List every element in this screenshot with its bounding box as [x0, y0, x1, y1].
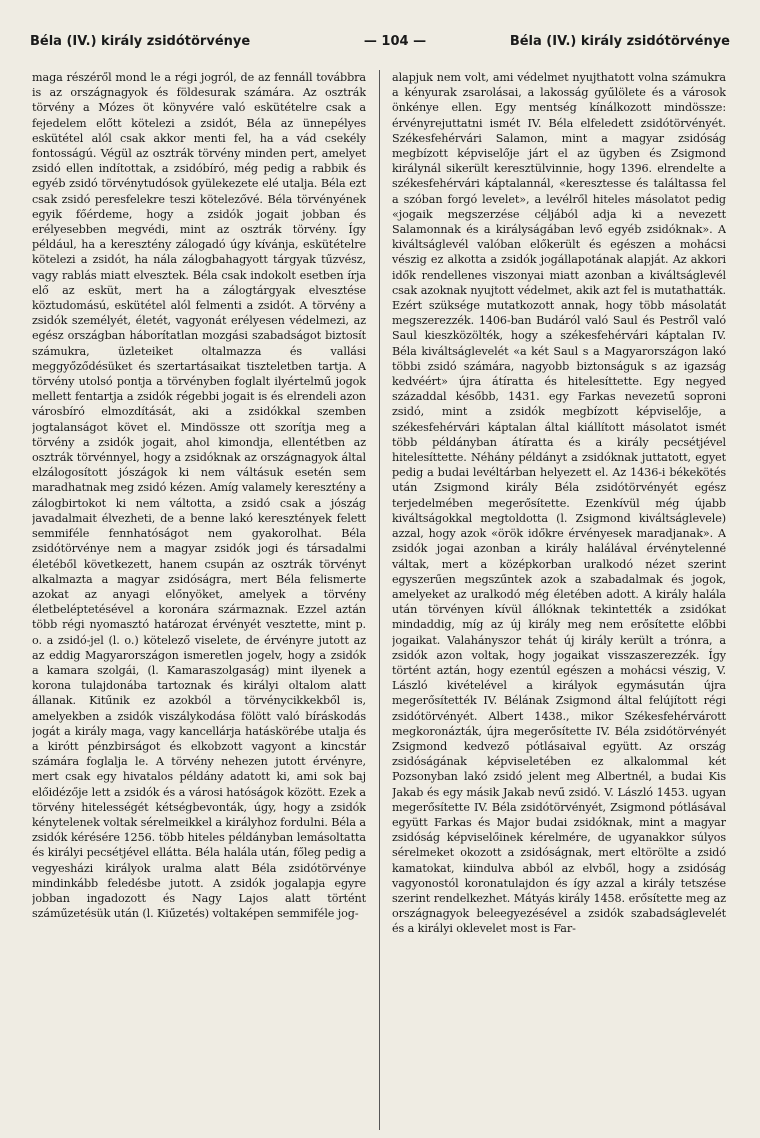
running-title-right: Béla (IV.) király zsidótörvénye: [509, 34, 730, 49]
page-header: [30, 34, 730, 58]
left-column-text: maga részéről mond le a régi jogról, de az fennáll továbbra is az országnagyok és földesurak számára. Az osztrák törvény a Mózes öt könyvére való eskütételre csak a fejedelem előtt kötelezi a zsidót, Béla az ünnepélyes eskütétel alól csak akkor menti fel, ha a vád csekély fontosságú. Végül az osztrák törvény minden pert, amelyet zsidó ellen indítottak, a zsidóbíró, még pedig a rabbik és egyéb zsidó törvénytudósok gyülekezete elé utalja. Béla ezt csak zsidó peresfelekre teszi kötelezővé. Béla törvényének egyik főérdeme, hogy a zsidók jogait jobban és erélyesebben megvédi, mint az osztrák törvény. Így például, ha a keresztény zálogadó úgy kívánja, eskütételre kötelezi a zsidót, ha nála zálogbahagyott tárgyak tűzvész, vagy rablás miatt elvesztek. Béla csak indokolt esetben írja elő az esküt, mert ha a zálogtárgyak elvesztése köztudomású, eskütétel alól felmenti a zsidót. A törvény a zsidók személyét, életét, vagyonát erélyesen védelmezi, az egész országban háborítatlan mozgási szabadságot biztosít számukra, üzleteiket oltalmazza és vallási meggyőződésüket és szertartásaikat tiszteletben tartja. A törvény utolsó pontja a törvényben foglalt ilyértelmű jogok mellett fentartja a zsidók régebbi jogait is és elrendeli azon városbíró elmozdítását, aki a zsidókkal szemben jogtalanságot követ el. Mindössze ott szorítja meg a törvény a zsidók jogait, ahol kimondja, ellentétben az osztrák törvénnyel, hogy a zsidóknak az országnagyok által elzálogosított jószágok ki nem váltásuk esetén sem maradhatnak meg zsidó kézen. Amíg valamely keresztény a zálogbirtokot ki nem váltotta, a zsidó csak a jószág javadalmait élvezheti, de a benne lakó keresztények felett semmiféle fennhatóságot nem gyakorolhat. Béla zsidótörvénye nem a magyar zsidók jogi és társadalmi életéből következett, hanem csupán az osztrák törvényt alkalmazta a magyar zsidóságra, mert Béla felismerte azokat az anyagi előnyöket, amelyek a törvény életbeléptetésével a koronára származnak. Ezzel aztán több régi nyomasztó határozat érvényét vesztette, mint p. o. a zsidó-jel (l. o.) kötelező viselete, de érvényre jutott az az eddig Magyarországon ismeretlen jogelv, hogy a zsidók a kamara szolgái, (l. Kamaraszolgaság) mint ilyenek a korona tulajdonába tartoznak és királyi oltalom alatt állanak. Kitűnik ez azokból a törvénycikkekből is, amelyekben a zsidók viszálykodása fölött való bíráskodás jogát a király maga, vagy kancellárja hatáskörébe utalja és a kirótt pénzbirságot és elkobzott vagyont a kincstár számára foglalja le. A törvény nehezen jutott érvényre, mert csak egy hivatalos példány adatott ki, ami sok baj előidézője lett a zsidók és a városi hatóságok között. Ezek a törvény hitelességét kétségbevonták, úgy, hogy a zsidók kénytelenek voltak sérelmeikkel a királyhoz fordulni. Béla a zsidók kérésére 1256. több hiteles példányban lemásoltatta és királyi pecsétjével ellátta. Béla halála után, főleg pedig a vegyesházi királyok uralma alatt Béla zsidótörvénye mindinkább feledésbe jutott. A zsidók jogalapja egyre jobban ingadozott és Nagy Lajos alatt történt száműzetésük után (l. Kiűzetés) voltaképen semmiféle jog-: [32, 71, 366, 921]
column-divider: [379, 70, 380, 1130]
left-column: [32, 70, 366, 1130]
right-column-text: alapjuk nem volt, ami védelmet nyujthatott volna számukra a kényurak zsarolásai, a lakosság gyűlölete és a városok önkénye ellen. Egy mentség kínálkozott mindössze: érvényrejuttatni ismét IV. Béla elfeledett zsidótörvényét. Székesfehérvári Salamon, mint a magyar zsidóság megbízott képviselője járt el az ügyben és Zsigmond királynál sikerült keresztülvinnie, hogy 1396. elrendelte a székesfehérvári káptalannál, «keresztesse és találtassa fel a szóban forgó levelet», a levélről hiteles másolatot pedig «jogaik megszerzése céljából adja ki a nevezett Salamonnak és a királyságában levő egyéb zsidóknak». A kiváltságlevél valóban előkerült és egészen a mohácsi vészig ez alkotta a zsidók jogállapotának alapját. Az akkori idők rendellenes viszonyai miatt azonban a kiváltságlevél csak azoknak nyujtott védelmet, akik azt fel is mutathatták. Ezért szüksége mutatkozott annak, hogy több másolatát megszerezzék. 1406-ban Budáról való Saul és Pestről való Saul kieszközölték, hogy a székesfehérvári káptalan IV. Béla kiváltságlevelét «a két Saul s a Magyarországon lakó többi zsidó számára, nagyobb biztonságuk s az igazság kedvéért» újra átíratta és hitelesíttette. Egy negyed századdal később, 1431. egy Farkas nevezetű soproni zsidó, mint a zsidók megbízott képviselője, a székesfehérvári káptalan által kiállított másolatot ismét több példányban átíratta és a király pecsétjével hitelesíttette. Néhány példányt a zsidóknak juttatott, egyet pedig a budai levéltárban helyezett el. Az 1436-i békekötés után Zsigmond király Béla zsidótörvényét egész terjedelmében megerősítette. Ezenkívül még újabb kiváltságokkal megtoldotta (l. Zsigmond kiváltságlevele) azzal, hogy azok «örök időkre érvényesek maradjanak». A zsidók jogai azonban a király halálával érvénytelenné váltak, mert a középkorban uralkodó nézet szerint egyszerűen megszűntek azok a szabadalmak és jogok, amelyeket az uralkodó még életében adott. A király halála után törvényen kívül állóknak tekintették a zsidókat mindaddig, míg az új király meg nem erősítette előbbi jogaikat. Valahányszor tehát új király került a trónra, a zsidók azon voltak, hogy jogaikat visszaszerezzék. Így történt aztán, hogy ezentúl egészen a mohácsi vészig, V. László kivételével a királyok egymásután újra megerősítették IV. Bélának Zsigmond által felújított régi zsidótörvényét. Albert 1438., mikor Székesfehérvárott megkoronázták, újra megerősítette IV. Béla zsidótörvényét Zsigmond kedvező pótlásaival együtt. Az ország zsidóságának képviseletében ez alkalommal két Pozsonyban lakó zsidó jelent meg Albertnél, a budai Kis Jakab és egy másik Jakab nevű zsidó. V. László 1453. ugyan megerősítette IV. Béla zsidótörvényét, Zsigmond pótlásával együtt Farkas és Major budai zsidóknak, mint a magyar zsidóság képviselőinek kérelmére, de ugyanakkor súlyos sérelmeket okozott a zsidóságnak, mert eltörölte a zsidó kamatokat, kiindulva abból az elvből, hogy a zsidóság vagyonostól koronatulajdon és így azzal a király tetszése szerint rendelkezhet. Mátyás király 1458. erősítette meg az országnagyok beleegyezésével a zsidók szabadságlevelét és a királyi oklevelet most is Far-: [392, 71, 726, 936]
running-title-left: Béla (IV.) király zsidótörvénye: [30, 34, 251, 49]
right-column: [392, 70, 726, 1130]
page-number: — 104 —: [363, 34, 427, 49]
